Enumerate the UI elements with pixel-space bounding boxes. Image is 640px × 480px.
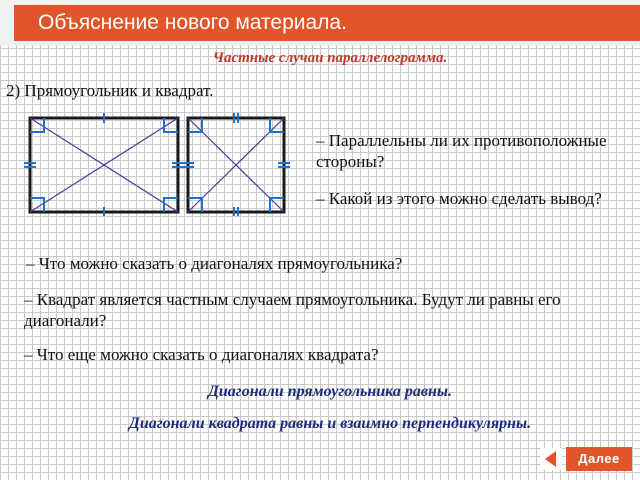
answer-square-diagonals: Диагонали квадрата равны и взаимно перпендикулярны. <box>128 415 532 432</box>
page-title: Объяснение нового материала. <box>38 11 347 34</box>
next-button[interactable]: Далее <box>566 447 632 471</box>
square-shape <box>182 113 290 216</box>
rectangle-square-figure <box>22 112 312 216</box>
question-square-diagonals: – Что еще можно сказать о диагоналях квадрата? <box>24 345 379 364</box>
header <box>0 0 640 46</box>
rectangle-shape <box>24 113 184 216</box>
subtitle: Частные случаи параллелограмма. <box>212 50 448 66</box>
question-rect-diagonals: – Что можно сказать о диагоналях прямоугольника? <box>26 254 403 273</box>
section-title: 2) Прямоугольник и квадрат. <box>6 81 214 100</box>
answer-rect-diagonals: Диагонали прямоугольника равны. <box>207 383 453 400</box>
arrow-icon[interactable] <box>540 448 562 470</box>
question-parallel-sides: – Параллельны ли их противоположные стороны? <box>316 131 607 171</box>
question-square-is-rect: – Квадрат является частным случаем прямоугольника. Будут ли равны его диагонали? <box>24 290 561 330</box>
question-conclusion: – Какой из этого можно сделать вывод? <box>316 189 602 208</box>
